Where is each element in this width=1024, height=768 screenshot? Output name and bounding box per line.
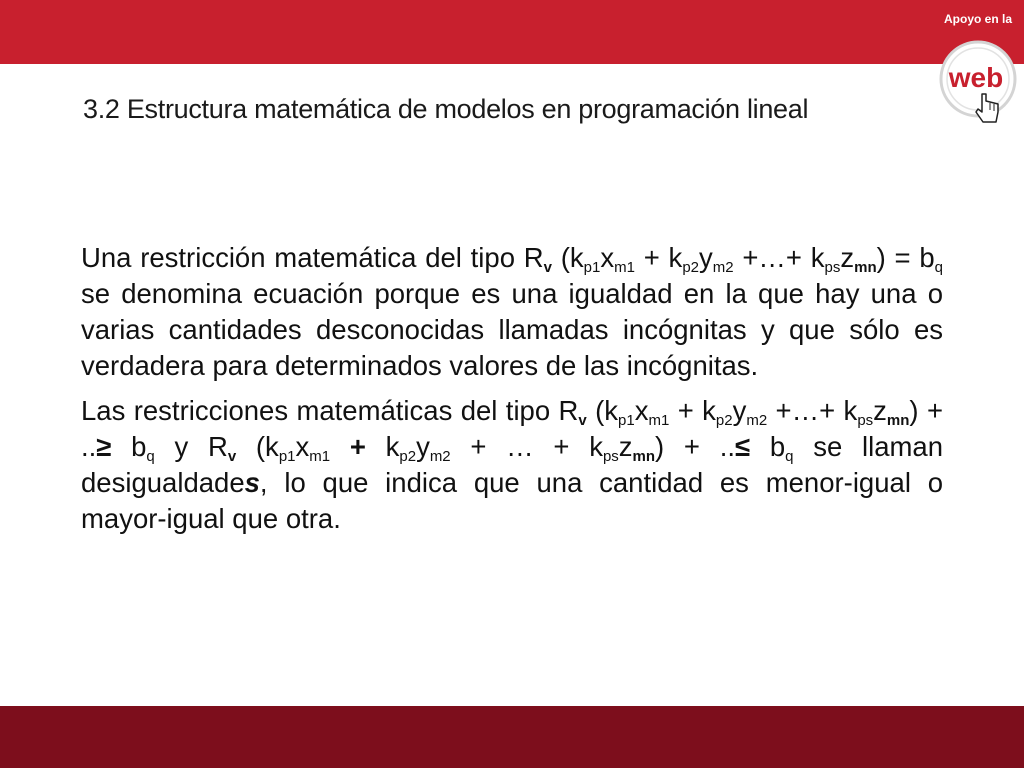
paragraph-desigualdades: Las restricciones matemáticas del tipo $R_v$ ($k_{p1}x_{m1} + k_{p2}y_{m2}$ +…+ $k_{ps}z_{mn}$) + ..≥ $b_q$ y $R_v$ ($k_{p1}x_{m1} + k_{p2}y_{m2}$ + … + $k_{ps}z_{mn}$) + ..≤ $b_q$ se llaman desigualdades, lo que indica que una cantidad es menor-igual o mayor-igual que otra.	[81, 395, 944, 534]
web-logo-icon	[936, 40, 1024, 132]
logo-caption: Apoyo en la	[944, 12, 1013, 26]
slide-title: 3.2 Estructura matemática de modelos en programación lineal	[83, 94, 809, 124]
paragraph-ecuacion: Una restricción matemática del tipo $R_v$ ($k_{p1}x_{m1} + k_{p2}y_{m2}$ +…+ $k_{ps}z_{mn}) = b_q$ se denomina ecuación porque es una igualdad en la que hay una o varias cantidades desconocidas llamadas incógnitas y que sólo es verdadera para determinados valores de las incógnitas.	[81, 242, 944, 381]
footer-band	[0, 706, 1024, 768]
header-band	[0, 0, 1024, 64]
logo-word: web	[948, 62, 1004, 93]
slide-body	[81, 240, 943, 546]
